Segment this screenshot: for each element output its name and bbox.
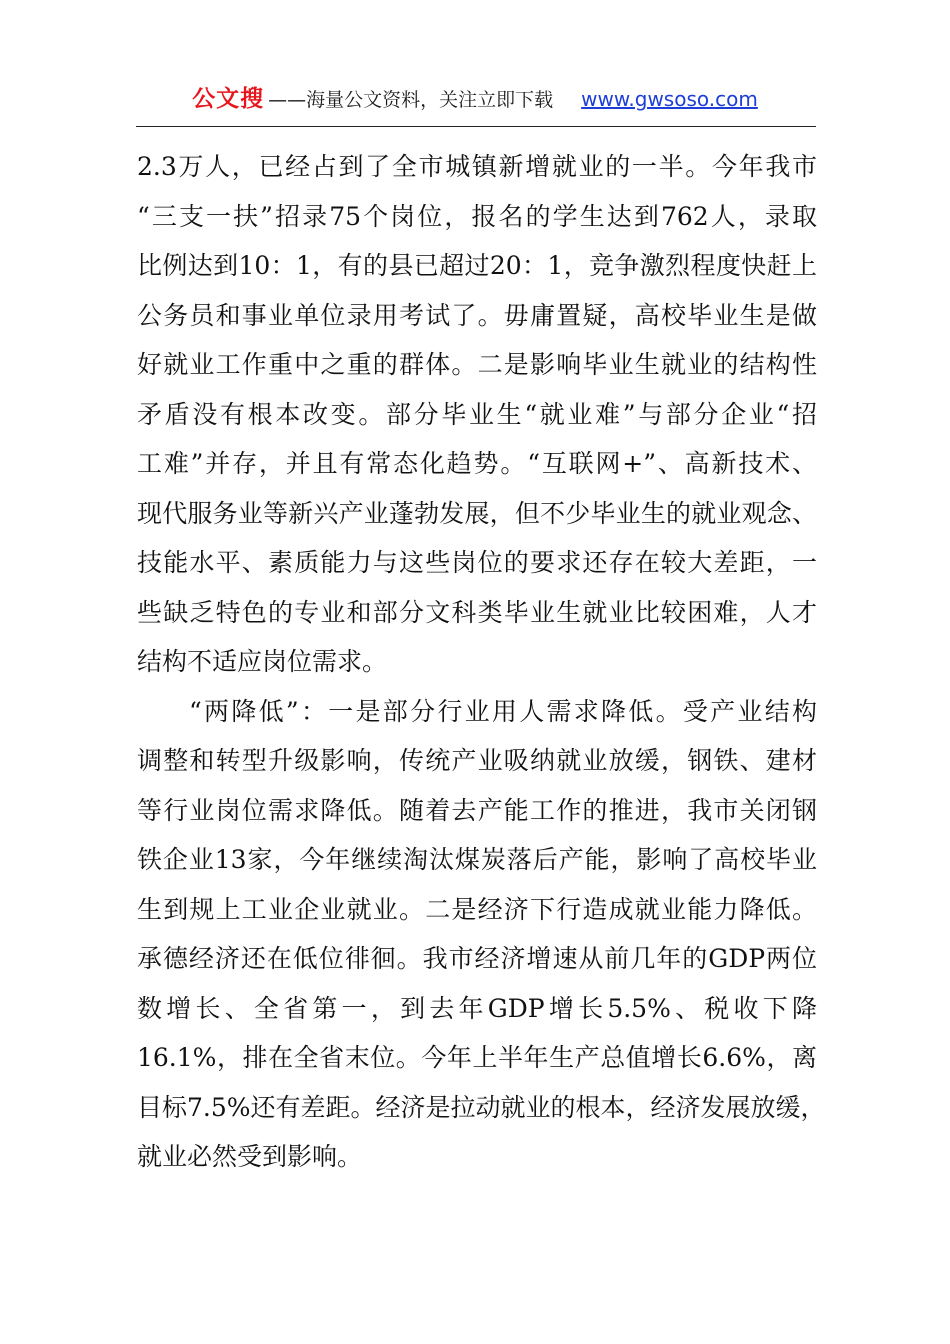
document-body: [137, 142, 826, 1182]
text-line: 矛盾没有根本改变。部分毕业生“就业难”与部分企业“招: [137, 399, 817, 429]
brand-logo-text: 公文搜: [192, 86, 265, 112]
text-line: 工难”并存，并且有常态化趋势。“互联网+”、高新技术、: [137, 449, 817, 478]
text-line: 现代服务业等新兴产业蓬勃发展，但不少毕业生的就业观念、: [137, 498, 817, 528]
text-line: 结构不适应岗位需求。: [137, 647, 388, 676]
text-line: 技能水平、素质能力与这些岗位的要求还存在较大差距，一: [137, 548, 817, 577]
text-line: 铁企业13家，今年继续淘汰煤炭落后产能，影响了高校毕业: [137, 845, 817, 874]
header-slogan: ——海量公文资料，关注立即下载: [268, 89, 554, 111]
text-line: 目标7.5%还有差距。经济是拉动就业的根本，经济发展放缓，: [137, 1092, 826, 1122]
text-line: 比例达到10：1，有的县已超过20：1，竞争激烈程度快赶上: [137, 251, 817, 280]
text-line: “三支一扶”招录75个岗位，报名的学生达到762人，录取: [137, 201, 817, 231]
header-divider: [136, 126, 816, 127]
paragraph-2: [137, 687, 826, 1182]
text-line: 好就业工作重中之重的群体。二是影响毕业生就业的结构性: [137, 350, 817, 379]
page-header: [0, 80, 950, 114]
site-link[interactable]: www.gwsoso.com: [581, 87, 758, 111]
text-line: 数增长、全省第一，到去年GDP增长5.5%、税收下降: [137, 993, 817, 1023]
text-line: 公务员和事业单位录用考试了。毋庸置疑，高校毕业生是做: [137, 300, 817, 330]
text-line: 16.1%，排在全省末位。今年上半年生产总值增长6.6%，离: [137, 1043, 817, 1072]
text-line: “两降低”：一是部分行业用人需求降低。受产业结构: [189, 696, 817, 726]
text-line: 等行业岗位需求降低。随着去产能工作的推进，我市关闭钢: [137, 795, 817, 825]
text-line: 就业必然受到影响。: [137, 1142, 363, 1171]
text-line: 承德经济还在低位徘徊。我市经济增速从前几年的GDP两位: [137, 944, 817, 973]
text-line: 些缺乏特色的专业和部分文科类毕业生就业比较困难，人才: [137, 597, 817, 627]
paragraph-1: [137, 142, 817, 687]
text-line: 生到规上工业企业就业。二是经济下行造成就业能力降低。: [137, 894, 817, 924]
text-line: 调整和转型升级影响，传统产业吸纳就业放缓，钢铁、建材: [137, 746, 817, 775]
text-line: 2.3万人，已经占到了全市城镇新增就业的一半。今年我市: [137, 152, 817, 181]
